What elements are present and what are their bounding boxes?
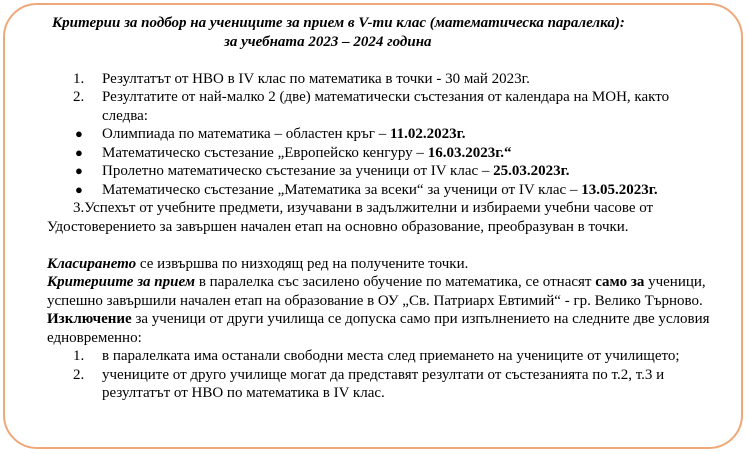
bullet-icon: ●	[75, 181, 83, 197]
condition-text: в паралелката има останали свободни места след приемането на учениците от училището;	[102, 348, 680, 364]
admission-paragraph	[47, 273, 717, 310]
competition-text: Математическо състезание „Европейско кенгуру –	[102, 144, 428, 161]
criterion-3	[47, 199, 717, 236]
competition-text: Пролетно математическо състезание за ученици от IV клас –	[102, 163, 494, 179]
criterion-3-rest: Удостоверението за завършен начален етап на основно образование, преобразуван в точки.	[47, 218, 629, 235]
ranking-term: Класирането	[47, 255, 137, 272]
condition-number: 1.	[73, 348, 85, 364]
title-line-2: за учебната 2023 – 2024 година	[224, 33, 432, 50]
criterion-number: 1.	[73, 70, 85, 87]
admission-emphasis: само за	[595, 274, 645, 290]
bullet-icon: ●	[75, 163, 83, 178]
criterion-text: Резултатите от най-малко 2 (две) математически състезания от календара на МОН, както следва:	[102, 89, 670, 124]
competition-date: 25.03.2023г.	[493, 163, 570, 179]
exception-condition-1	[47, 347, 717, 366]
criterion-1	[47, 70, 717, 89]
bullet-icon: ●	[75, 144, 83, 160]
condition-number: 2.	[73, 366, 85, 383]
title-line-1: Критерии за подбор на учениците за прием в V-ти клас (математическа паралелка):	[52, 15, 625, 31]
admission-text: в паралелка със засилено обучение по математика, се отнасят	[195, 274, 596, 290]
competition-item	[47, 125, 717, 144]
competition-date: 16.03.2023г.“	[427, 144, 512, 161]
exception-paragraph	[47, 310, 717, 347]
competition-item	[47, 162, 717, 181]
competition-date: 13.05.2023г.	[581, 181, 658, 198]
competition-item	[47, 181, 717, 200]
criterion-number: 2.	[73, 89, 85, 105]
admission-term: Критериите за прием	[47, 274, 196, 290]
competition-date: 11.02.2023г.	[389, 126, 466, 142]
criterion-2	[47, 88, 717, 125]
admission-rest: ученици, успешно завършили начален етап на образование в ОУ „Св. Патриарх Евтимий“ - гр. Велико Търново.	[47, 274, 706, 309]
competition-item	[47, 144, 717, 163]
exception-condition-2	[47, 366, 717, 403]
competition-text: Олимпиада по математика – областен кръг –	[102, 126, 390, 142]
bullet-icon: ●	[75, 126, 83, 141]
competition-text: Математическо състезание „Математика за всеки“ за ученици от IV клас –	[102, 181, 582, 198]
criterion-3-first-line: 3.Успехът от учебните предмети, изучавани в задължителни и избираеми учебни часове от	[73, 200, 654, 216]
exception-text: за ученици от други училища се допуска само при изпълнението на следните две условия едновременно:	[47, 311, 710, 346]
condition-text: учениците от друго училище могат да представят резултати от състезанията по т.2, т.3 и резултатът от НВО по математика в IV клас.	[102, 366, 665, 401]
exception-term: Изключение	[47, 311, 132, 327]
ranking-text: се извършва по низходящ ред на получените точки.	[136, 255, 469, 272]
document-body	[47, 14, 717, 403]
ranking-paragraph	[47, 255, 717, 274]
criterion-text: Резултатът от НВО в IV клас по математика в точки - 30 май 2023г.	[102, 70, 530, 87]
